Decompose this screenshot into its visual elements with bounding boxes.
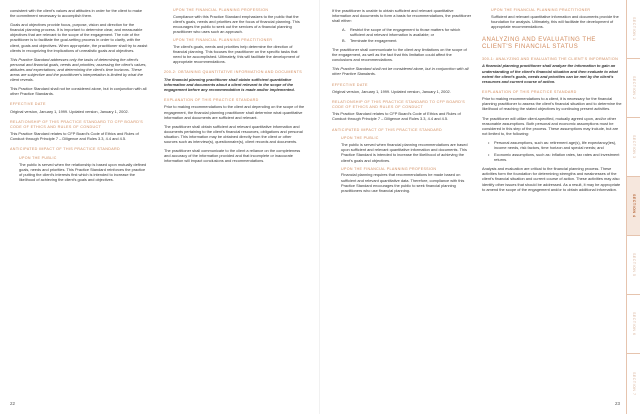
paragraph: This Practice Standard addresses only the tasks of determining the client's personal and financial goals, needs and priorities; assessing the client's values, attitudes and expectations; and determining the client's time horizons. These areas are subjective and the practitioner's interpretation is limited by what the client reveals. xyxy=(10,56,147,83)
section-tab-2[interactable]: SECTION 2 xyxy=(627,59,640,118)
heading-upon-profession: UPON THE FINANCIAL PLANNING PROFESSION xyxy=(341,166,437,171)
section-tab-6[interactable]: SECTION 6 xyxy=(627,295,640,354)
standard-200-2-text: The financial planning practitioner shall obtain sufficient quantitative information and documents about a client relevant to the scope of the engagement before any recommendation is made and/or implemented. xyxy=(164,76,295,92)
practitioner-text: Sufficient and relevant quantitative information and documents provide the foundation for analysis. Ultimately, this will facilitate the development of appropriate recommendations. xyxy=(491,13,619,29)
profession-text: Compliance with this Practice Standard emphasizes to the public that the client's goals, needs and priorities are the focus of financial planning. This encourages the public to seek out the services of a financial planning practitioner who uses such an approach. xyxy=(173,13,300,35)
heading-standard-200-2: 200-2: OBTAINING QUANTITATIVE INFORMATION AND DOCUMENTS xyxy=(164,70,303,75)
relationship-text: This Practice Standard relates to CFP Board's Code of Ethics and Rules of Conduct through Principle 7 – Diligence and Rules 3.3, 4.4 and 4.5. xyxy=(332,111,461,122)
paragraph: Prior to making recommendations to a client, it is necessary for the financial planning practitioner to assess the client's financial situation and to determine the likelihood of reaching the stated objectives by continuing present activities. xyxy=(482,96,622,112)
heading-upon-public: UPON THE PUBLIC xyxy=(341,136,379,141)
heading-upon-practitioner: UPON THE FINANCIAL PLANNING PRACTITIONER xyxy=(491,8,591,12)
list-item: • Economic assumptions, such as: inflation rates, tax rates and investment returns. xyxy=(488,152,622,162)
page-number-right: 23 xyxy=(614,401,620,406)
section-tab-7[interactable]: SECTION 7 xyxy=(632,372,636,396)
paragraph: The practitioner shall communicate to the client a reliance on the completeness and accuracy of the information provided and that incomplete or inaccurate information will impact conclusions and recommendations. xyxy=(164,148,301,164)
heading-upon-public: UPON THE PUBLIC xyxy=(19,156,57,161)
page-number-left: 22 xyxy=(10,401,16,406)
left-page-column-1 xyxy=(10,8,148,186)
list-item: • Personal assumptions, such as: retirement age(s), life expectancy(ies), income needs, risk factors, time horizon and special needs; and xyxy=(488,140,622,150)
heading-effective-date: EFFECTIVE DATE xyxy=(332,82,368,87)
list-item: A. Restrict the scope of the engagement to those matters for which sufficient and relevant information is available; or xyxy=(342,27,461,38)
right-page-column-2 xyxy=(482,8,622,196)
standard-300-1-text: A financial planning practitioner shall analyze the information to gain an understanding of the client's financial situation and then evaluate to what extent the client's goals, needs and priorities can be met by the client's resources and current course of action. xyxy=(482,63,618,84)
paragraph: This Practice Standard shall not be considered alone, but in conjunction with all other Practice Standards. xyxy=(10,86,147,97)
public-text: The public is served when financial planning recommendations are based upon sufficient and relevant quantitative information and documents. This Practice Standard is intended to increase the likelihood of achieving the client's goals and objectives. xyxy=(341,142,468,163)
paragraph: Prior to making recommendations to the client and depending on the scope of the engagement, the financial planning practitioner shall determine what quantitative information and documents are sufficient and relevant. xyxy=(164,104,305,120)
heading-explanation: EXPLANATION OF THIS PRACTICE STANDARD xyxy=(482,89,577,94)
effective-date-text: Original version, January 1, 1999. Updated version, January 1, 2002. xyxy=(10,108,129,114)
paragraph: If the practitioner is unable to obtain sufficient and relevant quantitative information and documents to form a basis for recommendations, the practitioner shall either: xyxy=(332,8,472,24)
heading-anticipated-impact: ANTICIPATED IMPACT OF THIS PRACTICE STANDARD xyxy=(332,127,443,132)
heading-relationship: RELATIONSHIP OF THIS PRACTICE STANDARD TO CFP BOARD'S CODE OF ETHICS AND RULES OF CONDUCT xyxy=(10,119,144,129)
section-tabs xyxy=(626,0,640,414)
heading-explanation: EXPLANATION OF THIS PRACTICE STANDARD xyxy=(164,98,259,103)
heading-relationship: RELATIONSHIP OF THIS PRACTICE STANDARD TO CFP BOARD'S CODE OF ETHICS AND RULES OF CONDUCT xyxy=(332,100,466,109)
heading-standard-300-1: 300-1: ANALYZING AND EVALUATING THE CLIENT'S INFORMATION xyxy=(482,57,619,62)
right-page xyxy=(320,0,640,414)
heading-effective-date: EFFECTIVE DATE xyxy=(10,102,46,107)
public-text: The public is served when the relationship is based upon mutually defined goals, needs and priorities. This Practice Standard reinforces the practice of putting the client's interests first which is intended to increase the likelihood of achieving the client's goals and objectives. xyxy=(19,162,147,183)
paragraph: The practitioner shall obtain sufficient and relevant quantitative information and documents pertaining to the client's financial resources, obligations and personal situation. This information may be obtained directly from the client or other sources such as interview(s), questionnaire(s), client records and documents. xyxy=(164,123,303,144)
section-tab-4[interactable]: SECTION 4 xyxy=(627,177,640,236)
paragraph: This Practice Standard shall not be considered alone, but in conjunction with all other Practice Standards. xyxy=(332,66,469,77)
paragraph: The practitioner shall communicate to the client any limitations on the scope of the engagement, as well as the fact that this limitation could affect the conclusions and recommendations. xyxy=(332,47,467,63)
practitioner-text: The client's goals, needs and priorities help determine the direction of financial planning. This focuses the practitioner on the specific tasks that need to be accomplished. Ultimately, this will facilitate the development of appropriate recommendations. xyxy=(173,43,300,65)
options-list xyxy=(332,27,472,43)
section-tab-5[interactable]: SECTION 5 xyxy=(627,236,640,295)
paragraph: Goals and objectives provide focus, purpose, vision and direction for the financial planning process. It is important to determine clear, and measurable objectives that are relevant to the scope of the engagement. The role of the practitioner is to facilitate the goal-setting process in order to clarify, with the client, goals and objectives. When appropriate, the practitioner shall try to assist clients in recognizing the implications of unrealistic goals and objectives. xyxy=(10,22,148,53)
left-page-column-2 xyxy=(164,8,306,167)
paragraph: Analysis and evaluation are critical to the financial planning process. These activities form the foundation for determining strengths and weaknesses of the client's financial situation and current course of action. These activities may also identify other issues that should be addressed. As a result, it may be appropriate to amend the scope of the engagement and/or to obtain additional information. xyxy=(482,166,621,192)
section-tab-1[interactable]: SECTION 1 xyxy=(627,0,640,59)
right-page-column-1 xyxy=(332,8,472,197)
profession-text: Financial planning requires that recommendations be made based on sufficient and relevant quantitative data. Therefore, compliance with this Practice Standard encourages the public to seek financial planning practitioners who use financial planning. xyxy=(341,172,465,193)
assumptions-list xyxy=(482,140,622,162)
relationship-text: This Practice Standard relates to CFP Board's Code of Ethics and Rules of Conduct through Principle 7 – Diligence and Rules 3.3, 4.4 and 4.5. xyxy=(10,131,139,142)
section-heading: ANALYZING AND EVALUATING THE CLIENT'S FINANCIAL STATUS xyxy=(482,37,596,51)
list-item: B. Terminate the engagement. xyxy=(342,37,398,43)
paragraph: consistent with the client's values and attitudes in order for the client to make the commitment necessary to accomplish them. xyxy=(10,8,143,19)
heading-upon-practitioner: UPON THE FINANCIAL PLANNING PRACTITIONER xyxy=(173,38,273,43)
section-tab-3[interactable]: SECTION 3 xyxy=(627,118,640,177)
heading-anticipated-impact: ANTICIPATED IMPACT OF THIS PRACTICE STANDARD xyxy=(10,147,121,152)
paragraph: The practitioner will utilize client-specified, mutually agreed upon, and/or other reasonable assumptions. Both personal and economic assumptions must be considered in this step of the process. These assumptions may include, but are not limited to, the following: xyxy=(482,115,619,136)
effective-date-text: Original version, January 1, 1999. Updated version, January 1, 2002. xyxy=(332,88,451,94)
heading-upon-profession: UPON THE FINANCIAL PLANNING PROFESSION xyxy=(173,8,269,12)
